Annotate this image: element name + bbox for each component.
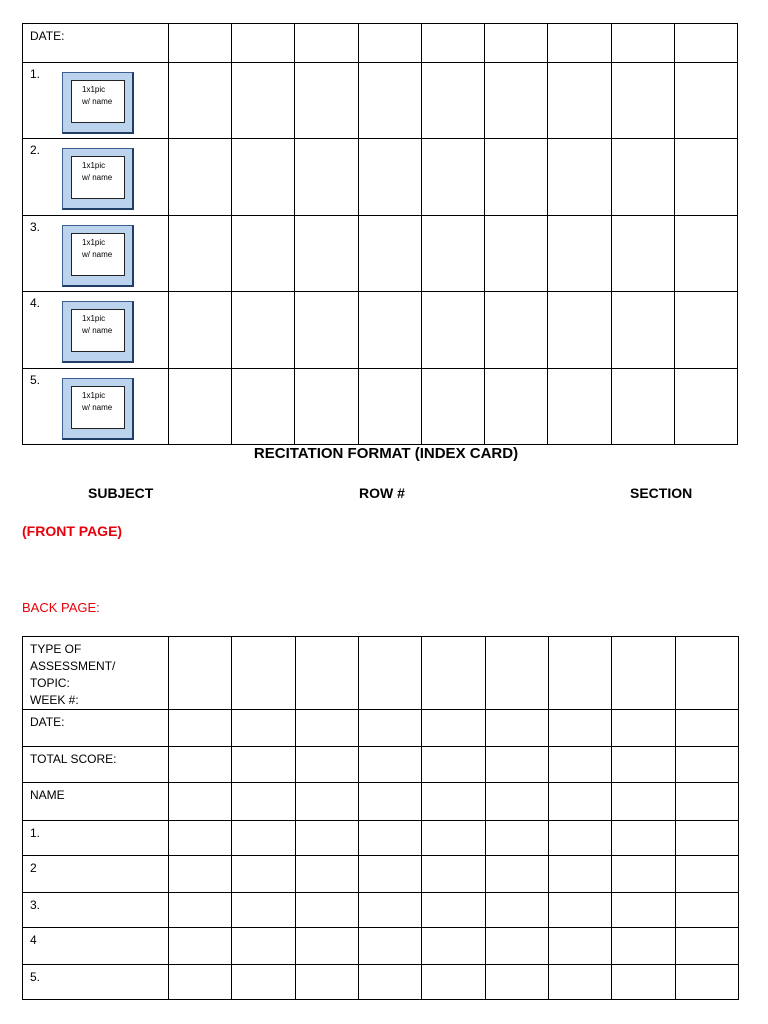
blank-cell — [674, 24, 737, 63]
blank-cell — [422, 710, 485, 747]
blank-cell — [548, 216, 611, 292]
blank-cell — [485, 637, 548, 710]
blank-cell — [421, 292, 484, 369]
date-label: DATE: — [30, 29, 65, 43]
blank-cell — [422, 856, 485, 893]
blank-cell — [169, 24, 232, 63]
blank-cell — [675, 893, 738, 928]
blank-cell — [485, 216, 548, 292]
blank-cell — [169, 637, 232, 710]
blank-cell — [674, 63, 737, 139]
blank-cell — [612, 747, 675, 783]
blank-cell — [675, 637, 738, 710]
back-page-label: BACK PAGE: — [22, 600, 100, 615]
blank-cell — [232, 783, 295, 821]
blank-cell — [548, 783, 611, 821]
blank-cell — [612, 893, 675, 928]
blank-cell — [612, 710, 675, 747]
front-recitation-table — [22, 23, 738, 445]
photo-placeholder — [62, 225, 134, 287]
row-number: 1. — [30, 826, 41, 840]
student-row — [23, 292, 738, 369]
row-number: 5. — [30, 970, 41, 984]
blank-cell — [295, 710, 358, 747]
student-row — [23, 139, 738, 216]
photo-placeholder — [62, 148, 134, 210]
student-cell — [23, 821, 169, 856]
blank-cell — [485, 369, 548, 445]
row-number: 5. — [30, 373, 41, 387]
total-score-cell — [23, 747, 169, 783]
blank-cell — [169, 216, 232, 292]
blank-cell — [295, 856, 358, 893]
page-title: RECITATION FORMAT (INDEX CARD) — [253, 445, 519, 462]
blank-cell — [169, 928, 232, 965]
photo-text-line1: 1x1pic — [82, 85, 106, 94]
name-cell — [23, 783, 169, 821]
blank-cell — [674, 216, 737, 292]
blank-cell — [358, 856, 421, 893]
blank-cell — [548, 928, 611, 965]
blank-cell — [485, 24, 548, 63]
blank-cell — [485, 928, 548, 965]
blank-cell — [169, 783, 232, 821]
photo-text-line2: w/ name — [82, 326, 113, 335]
blank-cell — [611, 292, 674, 369]
blank-cell — [358, 928, 421, 965]
blank-cell — [358, 747, 421, 783]
blank-cell — [169, 369, 232, 445]
blank-cell — [548, 821, 611, 856]
blank-cell — [169, 856, 232, 893]
blank-cell — [232, 856, 295, 893]
blank-cell — [548, 856, 611, 893]
blank-cell — [611, 369, 674, 445]
blank-cell — [548, 24, 611, 63]
blank-cell — [675, 710, 738, 747]
student-cell — [23, 965, 169, 1000]
photo-text-line1: 1x1pic — [82, 391, 106, 400]
blank-cell — [485, 821, 548, 856]
name-row — [23, 783, 739, 821]
blank-cell — [358, 965, 421, 1000]
blank-cell — [611, 216, 674, 292]
blank-cell — [358, 783, 421, 821]
row-number: 2. — [30, 143, 41, 157]
student-row — [23, 856, 739, 893]
blank-cell — [485, 139, 548, 216]
blank-cell — [675, 965, 738, 1000]
blank-cell — [232, 821, 295, 856]
row-heading: ROW # — [359, 485, 405, 501]
blank-cell — [548, 747, 611, 783]
blank-cell — [295, 369, 358, 445]
blank-cell — [485, 893, 548, 928]
section-heading: SECTION — [630, 485, 693, 501]
student-cell — [23, 928, 169, 965]
blank-cell — [485, 710, 548, 747]
blank-cell — [612, 928, 675, 965]
row-number: 4 — [30, 933, 37, 947]
photo-text-line2: w/ name — [82, 97, 113, 106]
assessment-row — [23, 637, 739, 710]
blank-cell — [169, 139, 232, 216]
name-label: NAME — [30, 788, 65, 802]
photo-text-line1: 1x1pic — [82, 161, 106, 170]
photo-text-line2: w/ name — [82, 250, 113, 259]
blank-cell — [358, 139, 421, 216]
row-number: 4. — [30, 296, 41, 310]
blank-cell — [169, 893, 232, 928]
assessment-cell — [23, 637, 169, 710]
blank-cell — [232, 369, 295, 445]
blank-cell — [421, 24, 484, 63]
total-score-row — [23, 747, 739, 783]
photo-placeholder — [62, 301, 134, 363]
blank-cell — [485, 747, 548, 783]
blank-cell — [674, 292, 737, 369]
blank-cell — [421, 63, 484, 139]
blank-cell — [611, 24, 674, 63]
blank-cell — [232, 893, 295, 928]
blank-cell — [232, 637, 295, 710]
blank-cell — [295, 747, 358, 783]
blank-cell — [295, 139, 358, 216]
blank-cell — [422, 637, 485, 710]
blank-cell — [675, 783, 738, 821]
row-number: 1. — [30, 67, 41, 81]
blank-cell — [422, 928, 485, 965]
blank-cell — [232, 63, 295, 139]
blank-cell — [232, 24, 295, 63]
student-row — [23, 928, 739, 965]
date-cell — [23, 710, 169, 747]
blank-cell — [358, 63, 421, 139]
blank-cell — [675, 856, 738, 893]
blank-cell — [548, 965, 611, 1000]
week-label: WEEK #: — [30, 693, 79, 707]
photo-placeholder — [62, 72, 134, 134]
date-row — [23, 710, 739, 747]
student-cell — [23, 139, 169, 216]
blank-cell — [422, 893, 485, 928]
blank-cell — [422, 783, 485, 821]
blank-cell — [485, 292, 548, 369]
student-cell — [23, 292, 169, 369]
student-row — [23, 369, 738, 445]
blank-cell — [548, 893, 611, 928]
blank-cell — [232, 747, 295, 783]
student-cell — [23, 63, 169, 139]
blank-cell — [358, 637, 421, 710]
blank-cell — [548, 292, 611, 369]
blank-cell — [485, 856, 548, 893]
blank-cell — [548, 63, 611, 139]
blank-cell — [169, 292, 232, 369]
blank-cell — [548, 139, 611, 216]
blank-cell — [612, 783, 675, 821]
blank-cell — [232, 139, 295, 216]
blank-cell — [674, 369, 737, 445]
student-cell — [23, 893, 169, 928]
blank-cell — [675, 821, 738, 856]
photo-text-line1: 1x1pic — [82, 314, 106, 323]
blank-cell — [674, 139, 737, 216]
blank-cell — [295, 63, 358, 139]
row-number: 3. — [30, 898, 41, 912]
blank-cell — [295, 216, 358, 292]
date-row — [23, 24, 738, 63]
blank-cell — [611, 139, 674, 216]
back-recitation-table — [22, 636, 739, 1000]
blank-cell — [358, 369, 421, 445]
blank-cell — [295, 783, 358, 821]
assessment-label: TYPE OF ASSESSMENT/ — [30, 642, 116, 673]
blank-cell — [232, 710, 295, 747]
blank-cell — [295, 893, 358, 928]
blank-cell — [295, 965, 358, 1000]
blank-cell — [295, 24, 358, 63]
date-cell — [23, 24, 169, 63]
blank-cell — [485, 63, 548, 139]
blank-cell — [421, 216, 484, 292]
student-cell — [23, 369, 169, 445]
blank-cell — [358, 292, 421, 369]
blank-cell — [169, 821, 232, 856]
blank-cell — [358, 893, 421, 928]
topic-label: TOPIC: — [30, 676, 70, 690]
blank-cell — [358, 24, 421, 63]
student-row — [23, 821, 739, 856]
blank-cell — [421, 369, 484, 445]
blank-cell — [358, 710, 421, 747]
front-page-label: (FRONT PAGE) — [22, 523, 123, 539]
blank-cell — [485, 965, 548, 1000]
blank-cell — [422, 821, 485, 856]
blank-cell — [232, 965, 295, 1000]
blank-cell — [295, 821, 358, 856]
blank-cell — [232, 216, 295, 292]
blank-cell — [611, 63, 674, 139]
subject-heading: SUBJECT — [88, 485, 154, 501]
photo-text-line1: 1x1pic — [82, 238, 106, 247]
blank-cell — [295, 928, 358, 965]
blank-cell — [232, 928, 295, 965]
student-row — [23, 63, 738, 139]
student-row — [23, 216, 738, 292]
blank-cell — [295, 292, 358, 369]
blank-cell — [675, 928, 738, 965]
blank-cell — [169, 965, 232, 1000]
student-cell — [23, 856, 169, 893]
total-score-label: TOTAL SCORE: — [30, 752, 117, 766]
blank-cell — [548, 369, 611, 445]
blank-cell — [295, 637, 358, 710]
photo-text-line2: w/ name — [82, 403, 113, 412]
row-number: 2 — [30, 861, 37, 875]
blank-cell — [421, 139, 484, 216]
blank-cell — [422, 747, 485, 783]
blank-cell — [612, 856, 675, 893]
blank-cell — [485, 783, 548, 821]
blank-cell — [422, 965, 485, 1000]
blank-cell — [169, 710, 232, 747]
blank-cell — [548, 710, 611, 747]
blank-cell — [612, 965, 675, 1000]
blank-cell — [232, 292, 295, 369]
student-row — [23, 965, 739, 1000]
blank-cell — [675, 747, 738, 783]
student-cell — [23, 216, 169, 292]
date-label: DATE: — [30, 715, 65, 729]
blank-cell — [548, 637, 611, 710]
blank-cell — [612, 637, 675, 710]
photo-placeholder — [62, 378, 134, 440]
photo-text-line2: w/ name — [82, 173, 113, 182]
blank-cell — [358, 821, 421, 856]
row-number: 3. — [30, 220, 41, 234]
blank-cell — [169, 747, 232, 783]
blank-cell — [358, 216, 421, 292]
blank-cell — [612, 821, 675, 856]
blank-cell — [169, 63, 232, 139]
student-row — [23, 893, 739, 928]
